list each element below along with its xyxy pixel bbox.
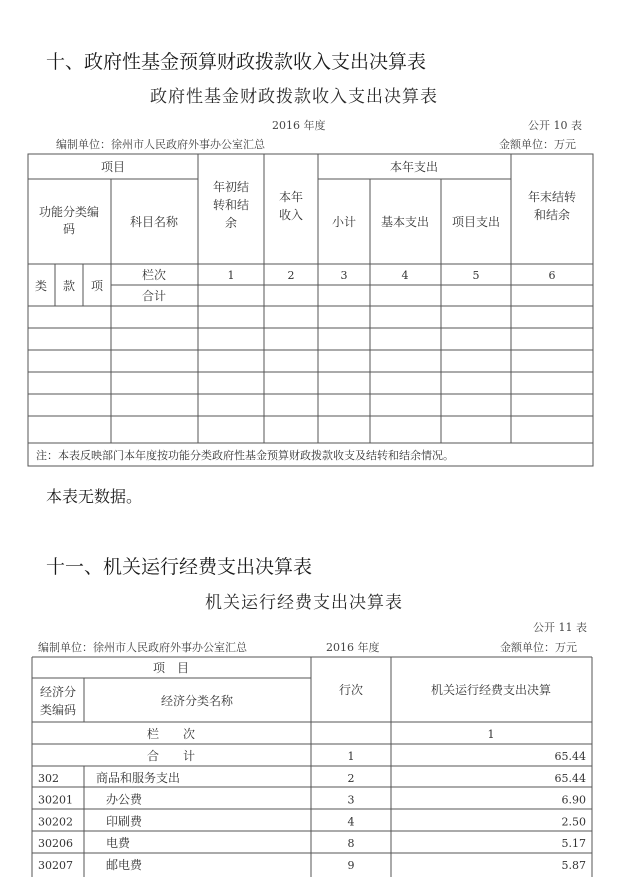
table-10-note: 注：本表反映部门本年度按功能分类政府性基金预算财政拨款收支及结转和结余情况。 (36, 449, 454, 462)
no-data-text: 本表无数据。 (46, 487, 143, 506)
table-row-name: 印刷费 (106, 814, 143, 829)
t11-header-econ-code-2: 类编码 (39, 703, 77, 717)
header-project: 项目支出 (451, 215, 501, 229)
header-begin-balance-3: 余 (224, 216, 238, 230)
col-number-3: 3 (340, 269, 348, 282)
table-row-value: 6.90 (561, 793, 586, 807)
table-row-code: 30207 (38, 859, 73, 872)
table-row-value: 65.44 (554, 771, 586, 785)
table-11-amount-unit: 金额单位：万元 (500, 641, 577, 654)
table-10-unit: 编制单位：徐州市人民政府外事办公室汇总 (56, 138, 265, 151)
header-func-code-2: 码 (62, 222, 76, 236)
table-row-line: 1 (347, 750, 355, 763)
col-number-1: 1 (227, 269, 235, 282)
table-row-code: 30206 (38, 837, 73, 851)
table-row-value: 2.50 (561, 815, 586, 829)
header-item: 项目 (100, 160, 126, 174)
col-number-4: 4 (401, 269, 409, 282)
table-row-value: 5.17 (561, 837, 586, 851)
table-row-code: 30201 (38, 793, 73, 807)
header-func-code-1: 功能分类编 (38, 205, 100, 219)
table-row-name: 商品和服务支出 (96, 770, 181, 785)
header-basic: 基本支出 (380, 215, 430, 229)
header-lei: 类 (34, 279, 48, 293)
table-row-line: 2 (347, 771, 355, 785)
t11-header-econ-code-1: 经济分 (39, 685, 77, 699)
header-expense-group: 本年支出 (389, 160, 439, 174)
header-income-2: 收入 (278, 208, 304, 222)
table-11-year: 2016 年度 (326, 641, 380, 654)
table-row-line: 3 (347, 793, 355, 807)
header-subtotal: 小计 (331, 215, 357, 229)
header-begin-balance-1: 年初结 (212, 180, 250, 194)
row-total: 合计 (141, 289, 167, 303)
t11-row-lanci: 栏 次 (146, 727, 196, 741)
table-row-name: 合 计 (146, 749, 196, 763)
section-11-heading: 十一、机关运行经费支出决算表 (46, 556, 313, 578)
t11-header-row-no: 行次 (338, 683, 364, 697)
col-number-5: 5 (472, 269, 480, 282)
table-10-title: 政府性基金财政拨款收入支出决算表 (150, 87, 438, 107)
table-11-number: 公开 11 表 (533, 621, 587, 634)
table-10-number: 公开 10 表 (528, 119, 582, 132)
header-end-balance-1: 年末结转 (527, 190, 577, 204)
table-row-value: 65.44 (554, 750, 586, 763)
table-10-amount-unit: 金额单位：万元 (499, 138, 576, 151)
header-begin-balance-2: 转和结 (212, 198, 250, 212)
table-row-code: 30202 (38, 815, 73, 829)
t11-col-number-1: 1 (487, 728, 495, 741)
table-10-year: 2016 年度 (272, 119, 326, 132)
table-row-line: 8 (347, 837, 355, 851)
header-xiang: 项 (90, 279, 104, 293)
col-number-2: 2 (287, 269, 295, 282)
table-row-name: 电费 (106, 836, 131, 851)
header-end-balance-2: 和结余 (533, 208, 571, 222)
table-row-line: 9 (347, 859, 355, 872)
t11-header-item: 项 目 (152, 661, 190, 675)
table-row-name: 办公费 (106, 792, 143, 807)
table-11-title: 机关运行经费支出决算表 (205, 593, 403, 613)
t11-header-econ-name: 经济分类名称 (160, 694, 234, 708)
t11-header-result: 机关运行经费支出决算 (430, 683, 552, 697)
table-row-value: 5.87 (561, 859, 586, 872)
table-row-code: 302 (38, 771, 59, 785)
col-number-6: 6 (548, 269, 556, 282)
table-row-line: 4 (347, 815, 355, 829)
header-income-1: 本年 (278, 190, 304, 204)
table-11-unit: 编制单位：徐州市人民政府外事办公室汇总 (38, 641, 247, 654)
section-10-heading: 十、政府性基金预算财政拨款收入支出决算表 (46, 51, 427, 73)
row-lanci: 栏次 (141, 268, 167, 282)
header-kuan: 款 (62, 279, 76, 293)
table-row-name: 邮电费 (106, 858, 143, 872)
header-subject-name: 科目名称 (129, 215, 179, 229)
